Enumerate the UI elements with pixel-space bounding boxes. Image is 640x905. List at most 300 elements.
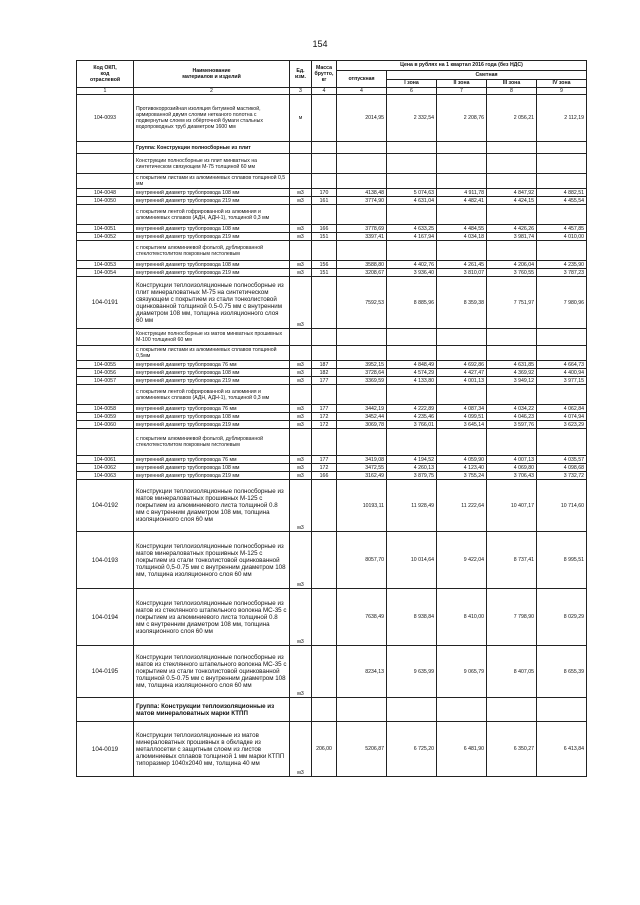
table-row [77, 385, 587, 405]
row-name: внутренний диаметр трубопровода 219 мм [134, 197, 290, 205]
row-unit: м3 [290, 472, 312, 480]
row-unit [290, 154, 312, 174]
table-row [77, 464, 587, 472]
row-unit: м3 [290, 464, 312, 472]
row-zone-3: 3 597,76 [487, 421, 537, 429]
row-code [77, 154, 134, 174]
row-price [337, 429, 387, 456]
row-name: внутренний диаметр трубопровода 108 мм [134, 369, 290, 377]
col-number: 8 [487, 88, 537, 95]
row-name: внутренний диаметр трубопровода 108 мм [134, 261, 290, 269]
row-price: 10193,11 [337, 480, 387, 532]
row-zone-2 [437, 346, 487, 361]
row-code: 104-0193 [77, 532, 134, 589]
row-price: 2014,95 [337, 95, 387, 142]
table-row [77, 154, 587, 174]
row-zone-3 [487, 346, 537, 361]
row-name: с покрытием алюминиевой фольгой, дублированной стеклотекстолитом покровным гистолевым [134, 241, 290, 261]
table-row [77, 361, 587, 369]
row-zone-3: 3 706,43 [487, 472, 537, 480]
row-name: с покрытием алюминиевой фольгой, дублированной стеклотекстолитом покровным гистолевым [134, 429, 290, 456]
row-zone-1: 4 848,49 [387, 361, 437, 369]
row-code: 104-0062 [77, 464, 134, 472]
table-row [77, 241, 587, 261]
row-mass [312, 429, 337, 456]
row-name: Конструкции теплоизоляционные полносборные из матов минераловатных прошивных М-125 с покрытием из стали тонколистовой оцинкованной толщиной 0,5-0.75 мм с внутренним диаметром 108 мм, толщина изоляционного слоя 60 мм [134, 532, 290, 589]
row-zone-2: 4 123,40 [437, 464, 487, 472]
row-code: 104-0056 [77, 369, 134, 377]
row-zone-2: 9 065,79 [437, 646, 487, 698]
row-zone-1 [387, 174, 437, 189]
row-zone-1: 4 235,46 [387, 413, 437, 421]
table-row [77, 369, 587, 377]
row-name: внутренний диаметр трубопровода 76 мм [134, 361, 290, 369]
row-mass: 177 [312, 456, 337, 464]
row-zone-4: 3 732,72 [537, 472, 587, 480]
row-zone-4: 2 112,19 [537, 95, 587, 142]
row-unit [290, 698, 312, 722]
row-zone-2: 8 359,38 [437, 277, 487, 329]
row-code: 104-0060 [77, 421, 134, 429]
row-zone-4: 3 787,23 [537, 269, 587, 277]
row-zone-4 [537, 429, 587, 456]
row-mass [312, 205, 337, 225]
row-code: 104-0195 [77, 646, 134, 698]
col-number: 4 [312, 88, 337, 95]
row-unit [290, 346, 312, 361]
row-unit [290, 174, 312, 189]
row-zone-2: 3 810,07 [437, 269, 487, 277]
row-name: внутренний диаметр трубопровода 108 мм [134, 225, 290, 233]
row-name: Конструкции полносборные из плит минватных на синтетическом связующем М-75 толщиной 60 мм [134, 154, 290, 174]
row-price [337, 154, 387, 174]
table-row [77, 197, 587, 205]
row-zone-1: 4 260,13 [387, 464, 437, 472]
row-zone-2: 8 410,00 [437, 589, 487, 646]
table-row [77, 429, 587, 456]
row-zone-1: 4 167,94 [387, 233, 437, 241]
row-zone-2 [437, 429, 487, 456]
row-zone-4 [537, 154, 587, 174]
row-code [77, 205, 134, 225]
row-zone-3: 8 737,41 [487, 532, 537, 589]
row-zone-4: 4 882,51 [537, 189, 587, 197]
row-zone-2: 4 911,78 [437, 189, 487, 197]
row-unit [290, 142, 312, 154]
row-unit: м3 [290, 589, 312, 646]
row-name: внутренний диаметр трубопровода 219 мм [134, 269, 290, 277]
row-name: Противокоррозийная изоляция битумной мастикой, армированной двумя слоями нетканого полотна с подвернутым слоем из обёрточной бумаги стальных водопроводных труб диаметром 1600 мм [134, 95, 290, 142]
row-mass [312, 95, 337, 142]
row-zone-4: 8 655,39 [537, 646, 587, 698]
row-unit: м3 [290, 405, 312, 413]
row-price: 3774,90 [337, 197, 387, 205]
row-unit [290, 429, 312, 456]
row-unit: м3 [290, 225, 312, 233]
row-zone-1: 4 402,76 [387, 261, 437, 269]
row-code [77, 698, 134, 722]
row-zone-4: 4 457,85 [537, 225, 587, 233]
row-unit: м3 [290, 197, 312, 205]
row-name: внутренний диаметр трубопровода 219 мм [134, 233, 290, 241]
row-mass: 151 [312, 233, 337, 241]
row-zone-3: 4 426,26 [487, 225, 537, 233]
row-code: 104-0051 [77, 225, 134, 233]
row-name: Конструкции полносборные из матов минватных прошивных М-100 толщиной 60 мм [134, 329, 290, 346]
page-number: 154 [312, 39, 328, 49]
row-zone-1: 8 885,96 [387, 277, 437, 329]
row-zone-3 [487, 205, 537, 225]
row-code: 104-0054 [77, 269, 134, 277]
row-zone-2 [437, 385, 487, 405]
row-zone-2: 4 482,41 [437, 197, 487, 205]
row-zone-3 [487, 241, 537, 261]
row-price: 7592,53 [337, 277, 387, 329]
row-zone-1 [387, 329, 437, 346]
row-zone-4: 6 413,84 [537, 722, 587, 777]
row-code [77, 142, 134, 154]
row-zone-1 [387, 429, 437, 456]
header-release: отпускная [337, 71, 387, 88]
row-zone-2: 6 481,90 [437, 722, 487, 777]
row-name: Конструкции теплоизоляционные из матов минераловатных прошивных в обкладке из металлосетки с защитным слоем из листов алюминиевых сплавов толщиной 1 мм марки КТПП типоразмер 1040х2040 мм, толщина 40 мм [134, 722, 290, 777]
row-zone-1 [387, 698, 437, 722]
row-zone-2: 4 034,18 [437, 233, 487, 241]
row-name: Конструкции теплоизоляционные полносборные из плит минераловатных М-75 на синтетическом связующем с покрытием из стали тонколистовой оцинкованной толщиной 0.5-0.75 мм с внутренним диаметром 108 мм, толщина изоляционного слоя 60 мм [134, 277, 290, 329]
row-unit [290, 385, 312, 405]
row-price [337, 698, 387, 722]
row-unit: м3 [290, 261, 312, 269]
col-number: 1 [77, 88, 134, 95]
row-code: 104-0059 [77, 413, 134, 421]
row-zone-2: 4 059,90 [437, 456, 487, 464]
row-zone-2: 4 087,34 [437, 405, 487, 413]
row-code: 104-0058 [77, 405, 134, 413]
row-mass: 177 [312, 377, 337, 385]
row-zone-4: 4 010,00 [537, 233, 587, 241]
row-unit: м3 [290, 421, 312, 429]
row-zone-1: 3 766,01 [387, 421, 437, 429]
row-name: Конструкции теплоизоляционные полносборные из матов минераловатных прошивных М-125 с покрытием из алюминиевого листа толщиной 0.8 мм с внутренним диаметром 108 мм, толщина изоляционного слоя 60 мм [134, 480, 290, 532]
row-price: 3452,44 [337, 413, 387, 421]
header-zone-1: I зона [387, 80, 437, 88]
table-row [77, 95, 587, 142]
row-code: 104-0061 [77, 456, 134, 464]
row-zone-4 [537, 698, 587, 722]
row-code: 104-0063 [77, 472, 134, 480]
row-name: внутренний диаметр трубопровода 108 мм [134, 413, 290, 421]
row-mass: 177 [312, 405, 337, 413]
row-price [337, 205, 387, 225]
table-row [77, 405, 587, 413]
row-unit: м3 [290, 277, 312, 329]
row-price [337, 174, 387, 189]
row-zone-3 [487, 698, 537, 722]
row-zone-2: 9 422,04 [437, 532, 487, 589]
row-mass [312, 277, 337, 329]
row-zone-3: 4 847,92 [487, 189, 537, 197]
row-name: с покрытием лентой гофрированной из алюминия и алюминиевых сплавов (АДН, АДН-1), толщиной 0,3 мм [134, 385, 290, 405]
row-zone-4: 4 400,94 [537, 369, 587, 377]
row-zone-3: 3 949,12 [487, 377, 537, 385]
row-zone-3: 4 206,04 [487, 261, 537, 269]
row-zone-1: 4 133,80 [387, 377, 437, 385]
row-price: 3472,55 [337, 464, 387, 472]
row-zone-4: 4 035,57 [537, 456, 587, 464]
row-zone-3 [487, 385, 537, 405]
row-zone-4: 3 623,29 [537, 421, 587, 429]
row-zone-2 [437, 154, 487, 174]
row-zone-2: 4 001,13 [437, 377, 487, 385]
table-row [77, 225, 587, 233]
row-zone-2: 2 208,76 [437, 95, 487, 142]
row-zone-2 [437, 241, 487, 261]
row-zone-3 [487, 429, 537, 456]
row-price: 3162,49 [337, 472, 387, 480]
row-unit [290, 241, 312, 261]
row-name: с покрытием листами из алюминиевых сплавов толщиной 0,5 мм [134, 174, 290, 189]
row-unit: м3 [290, 722, 312, 777]
row-name: внутренний диаметр трубопровода 219 мм [134, 421, 290, 429]
row-code: 104-0057 [77, 377, 134, 385]
row-unit: м3 [290, 456, 312, 464]
row-price [337, 385, 387, 405]
table-row [77, 589, 587, 646]
row-price: 3069,78 [337, 421, 387, 429]
row-mass [312, 589, 337, 646]
row-zone-3 [487, 174, 537, 189]
row-zone-4: 4 455,54 [537, 197, 587, 205]
row-zone-1 [387, 205, 437, 225]
group-row [77, 698, 587, 722]
row-zone-1: 11 928,49 [387, 480, 437, 532]
row-zone-1: 4 633,25 [387, 225, 437, 233]
header-zone-4: IV зона [537, 80, 587, 88]
row-name: внутренний диаметр трубопровода 219 мм [134, 472, 290, 480]
row-zone-3: 4 034,22 [487, 405, 537, 413]
row-zone-1: 5 074,63 [387, 189, 437, 197]
col-number: 6 [387, 88, 437, 95]
row-unit: м3 [290, 369, 312, 377]
header-code: Код ОКП, код отраслевой [77, 61, 134, 88]
row-mass [312, 241, 337, 261]
row-unit [290, 205, 312, 225]
row-unit: м3 [290, 269, 312, 277]
col-number: 3 [290, 88, 312, 95]
row-zone-3: 3 981,74 [487, 233, 537, 241]
row-zone-3 [487, 142, 537, 154]
table-row [77, 277, 587, 329]
row-zone-3: 8 407,05 [487, 646, 537, 698]
row-zone-1: 4 631,04 [387, 197, 437, 205]
row-zone-4: 4 098,68 [537, 464, 587, 472]
table-row [77, 205, 587, 225]
row-code [77, 429, 134, 456]
row-mass: 170 [312, 189, 337, 197]
row-zone-1: 8 938,84 [387, 589, 437, 646]
header-estimate: Сметная [387, 71, 587, 80]
row-mass [312, 480, 337, 532]
row-zone-1 [387, 241, 437, 261]
row-unit: м3 [290, 413, 312, 421]
row-price: 3442,19 [337, 405, 387, 413]
row-mass: 187 [312, 361, 337, 369]
row-mass: 172 [312, 464, 337, 472]
row-code [77, 241, 134, 261]
table-row [77, 269, 587, 277]
table-row [77, 346, 587, 361]
row-name: Конструкции теплоизоляционные полносборные из матов из стеклянного штапельного волокна МС-35 с покрытием из алюминиевого листа толщиной 0.8 мм с внутренним диаметром 108 мм, толщина изоляционного слоя 60 мм [134, 589, 290, 646]
price-table [76, 60, 587, 777]
row-zone-4: 10 714,60 [537, 480, 587, 532]
table-row [77, 329, 587, 346]
row-zone-4 [537, 142, 587, 154]
row-price: 3588,80 [337, 261, 387, 269]
row-mass [312, 532, 337, 589]
table-row [77, 646, 587, 698]
row-zone-4: 7 980,96 [537, 277, 587, 329]
row-zone-2 [437, 142, 487, 154]
row-price [337, 346, 387, 361]
row-price: 4138,48 [337, 189, 387, 197]
row-code: 104-0048 [77, 189, 134, 197]
table-row [77, 261, 587, 269]
row-code [77, 385, 134, 405]
row-mass: 166 [312, 225, 337, 233]
header-name: Наименование материалов и изделий [134, 61, 290, 88]
row-mass: 182 [312, 369, 337, 377]
row-zone-3: 3 760,55 [487, 269, 537, 277]
row-code: 104-0019 [77, 722, 134, 777]
row-zone-4: 4 062,84 [537, 405, 587, 413]
row-mass [312, 646, 337, 698]
row-price: 3728,64 [337, 369, 387, 377]
row-zone-2: 3 755,24 [437, 472, 487, 480]
row-zone-4 [537, 241, 587, 261]
row-mass: 172 [312, 413, 337, 421]
row-price: 3397,41 [337, 233, 387, 241]
row-zone-1: 6 725,20 [387, 722, 437, 777]
row-mass [312, 142, 337, 154]
row-zone-3: 4 046,23 [487, 413, 537, 421]
row-zone-3: 4 424,15 [487, 197, 537, 205]
row-mass: 161 [312, 197, 337, 205]
row-zone-3: 4 369,92 [487, 369, 537, 377]
header-unit: Ед. изм. [290, 61, 312, 88]
row-price [337, 329, 387, 346]
row-zone-1 [387, 142, 437, 154]
row-code: 104-0052 [77, 233, 134, 241]
row-zone-3: 10 407,17 [487, 480, 537, 532]
row-mass [312, 174, 337, 189]
row-zone-3 [487, 154, 537, 174]
row-mass [312, 346, 337, 361]
col-number: 4 [337, 88, 387, 95]
row-mass [312, 329, 337, 346]
row-price: 3208,67 [337, 269, 387, 277]
row-zone-2 [437, 174, 487, 189]
row-price: 3778,69 [337, 225, 387, 233]
row-zone-3 [487, 329, 537, 346]
row-zone-1: 2 332,54 [387, 95, 437, 142]
row-zone-2: 4 484,55 [437, 225, 487, 233]
row-zone-4: 4 235,90 [537, 261, 587, 269]
row-unit: м3 [290, 361, 312, 369]
row-mass: 166 [312, 472, 337, 480]
table-row [77, 377, 587, 385]
row-price [337, 142, 387, 154]
row-mass: 172 [312, 421, 337, 429]
row-zone-1 [387, 154, 437, 174]
row-zone-2: 11 222,64 [437, 480, 487, 532]
row-zone-4 [537, 329, 587, 346]
row-price: 3419,08 [337, 456, 387, 464]
row-unit: м [290, 95, 312, 142]
col-number: 2 [134, 88, 290, 95]
row-code: 104-0191 [77, 277, 134, 329]
row-code: 104-0093 [77, 95, 134, 142]
row-unit: м3 [290, 189, 312, 197]
table-row [77, 532, 587, 589]
header-zone-2: II зона [437, 80, 487, 88]
row-zone-2 [437, 205, 487, 225]
row-zone-1: 4 574,29 [387, 369, 437, 377]
row-zone-1: 10 014,64 [387, 532, 437, 589]
row-name: с покрытием лентой гофрированной из алюминия и алюминиевых сплавов (АДН, АДН-1), толщиной 0,3 мм [134, 205, 290, 225]
row-mass [312, 698, 337, 722]
row-name: внутренний диаметр трубопровода 219 мм [134, 377, 290, 385]
table-row [77, 174, 587, 189]
row-code: 104-0192 [77, 480, 134, 532]
row-name: внутренний диаметр трубопровода 76 мм [134, 405, 290, 413]
header-zone-3: III зона [487, 80, 537, 88]
row-mass: 156 [312, 261, 337, 269]
row-zone-4 [537, 205, 587, 225]
row-code: 104-0194 [77, 589, 134, 646]
row-unit: м3 [290, 646, 312, 698]
row-code: 104-0050 [77, 197, 134, 205]
table-row [77, 189, 587, 197]
header-mass: Масса брутто, кг [312, 61, 337, 88]
table-row [77, 722, 587, 777]
row-zone-1: 3 879,75 [387, 472, 437, 480]
table-row [77, 456, 587, 464]
row-zone-3: 4 069,80 [487, 464, 537, 472]
row-zone-2 [437, 329, 487, 346]
row-unit: м3 [290, 233, 312, 241]
row-name: Конструкции теплоизоляционные полносборные из матов из стеклянного штапельного волокна МС-35 с покрытием из стали тонколистовой оцинкованной толщиной 0.5-0.75 мм с внутренним диаметром 108 мм, толщина изоляционного слоя 60 мм [134, 646, 290, 698]
row-price: 8234,13 [337, 646, 387, 698]
table-row [77, 233, 587, 241]
table-row [77, 421, 587, 429]
row-code [77, 174, 134, 189]
group-row [77, 142, 587, 154]
row-name: Группа: Конструкции полносборные из плит [134, 142, 290, 154]
row-zone-1: 9 635,99 [387, 646, 437, 698]
row-zone-2 [437, 698, 487, 722]
row-zone-4: 4 664,73 [537, 361, 587, 369]
row-unit: м3 [290, 532, 312, 589]
row-price: 8057,70 [337, 532, 387, 589]
row-zone-4 [537, 385, 587, 405]
row-zone-4: 3 977,15 [537, 377, 587, 385]
row-zone-2: 4 427,47 [437, 369, 487, 377]
row-name: внутренний диаметр трубопровода 108 мм [134, 189, 290, 197]
row-zone-1: 4 194,52 [387, 456, 437, 464]
row-zone-3: 7 751,97 [487, 277, 537, 329]
row-zone-2: 4 692,86 [437, 361, 487, 369]
row-zone-3: 4 631,85 [487, 361, 537, 369]
